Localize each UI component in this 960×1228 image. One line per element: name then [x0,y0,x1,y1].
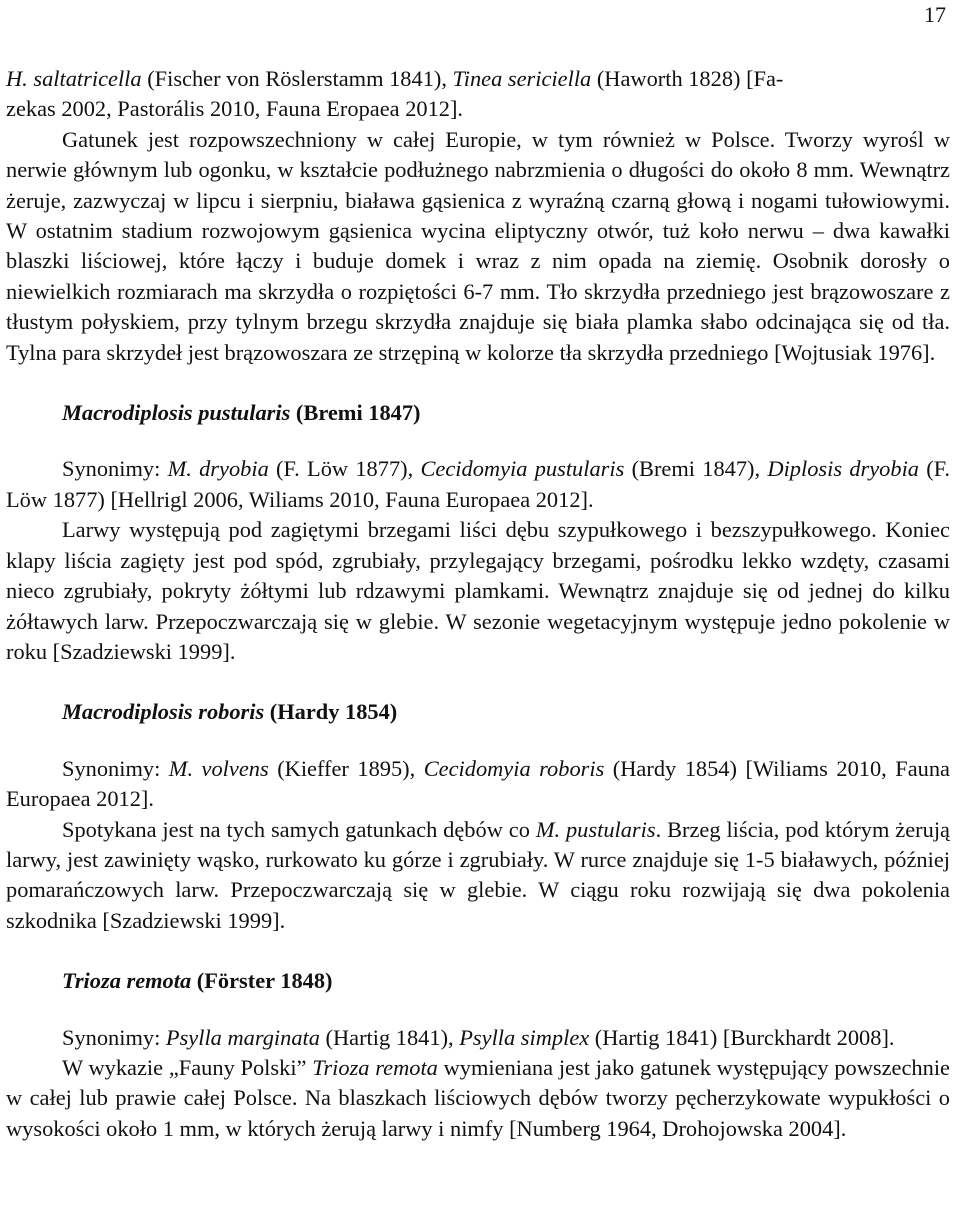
synonyms-paragraph: Synonimy: M. volvens (Kieffer 1895), Cecidomyia roboris (Hardy 1854) [Wiliams 2010, Fauna Europaea 2012]. [6,755,950,812]
continued-synonyms: H. saltatricella (Fischer von Röslerstamm 1841), Tinea sericiella (Haworth 1828) [Fa- zekas 2002, Pastorális 2010, Fauna Eropaea 2012]. [6,66,784,122]
taxon-name: M. pustularis [535,816,656,842]
species-name: Macrodiplosis pustularis [62,400,291,426]
taxon-name: M. dryobia [167,456,269,482]
species-heading: Macrodiplosis pustularis (Bremi 1847) [62,400,421,426]
species-heading: Trioza remota (Förster 1848) [62,968,333,994]
species-name: Macrodiplosis roboris [62,699,265,725]
paragraph: Larwy występują pod zagiętymi brzegami liści dębu szypułkowego i bezszypułkowego. Koniec klapy liścia zagięty jest pod spód, zgrubiały, przylegający brzegami, pośrodku lekko wzdęty, czasami nieco zgrubiały, pokryty żółtymi lub rdzawymi plamkami. Wewnątrz znajduje się od jednej do kilku żółtawych larw. Przepoczwarczają się w glebie. W sezonie wegetacyjnym występuje jedno pokolenie w roku [Szadziewski 1999]. [6,517,950,664]
synonyms-paragraph: Synonimy: M. dryobia (F. Löw 1877), Cecidomyia pustularis (Bremi 1847), Diplosis dryobia (F. Löw 1877) [Hellrigl 2006, Wiliams 2010, Fauna Europaea 2012]. [6,456,950,512]
page-number: 17 [924,2,946,27]
taxon-name: Cecidomyia pustularis [420,456,625,482]
taxon-name: Psylla marginata [165,1024,320,1050]
paragraph: Spotykana jest na tych samych gatunkach dębów co M. pustularis. Brzeg liścia, pod którym żerują larwy, jest zawinięty wąsko, rurkowato ku górze i zgrubiały. W rurce znajduje się 1-5 białawych, później pomarańczowych larw. Przepoczwarczają się w glebie. W ciągu roku rozwijają się dwa pokolenia szkodnika [Szadziewski 1999]. [6,816,950,933]
taxon-name: Psylla simplex [459,1024,590,1050]
taxon-name: M. volvens [168,755,269,781]
synonyms-paragraph: Synonimy: Psylla marginata (Hartig 1841), Psylla simplex (Hartig 1841) [Burckhardt 2008]. [62,1024,895,1050]
taxon-name: Tinea sericiella [452,66,592,91]
page-content [6,64,950,1144]
taxon-name: H. saltatricella [6,66,142,91]
taxon-name: Diplosis dryobia [767,456,919,482]
paragraph: W wykazie „Fauny Polski” Trioza remota wymieniana jest jako gatunek występujący powszechnie w całej lub prawie całej Polsce. Na blaszkach liściowych dębów tworzy pęcherzykowate wypukłości o wysokości około 1 mm, w których żerują larwy i nimfy [Numberg 1964, Drohojowska 2004]. [6,1054,950,1141]
species-heading: Macrodiplosis roboris (Hardy 1854) [62,699,398,725]
species-name: Trioza remota [62,968,192,994]
taxon-name: Cecidomyia roboris [423,755,605,781]
paragraph: Gatunek jest rozpowszechniony w całej Europie, w tym również w Polsce. Tworzy wyrośl w nerwie głównym lub ogonku, w kształcie podłużnego nabrzmienia o długości do około 8 mm. Wewnątrz żeruje, zazwyczaj w lipcu i sierpniu, biaława gąsienica z wyraźną czarną głową i nogami tułowiowymi. W ostatnim stadium rozwojowym gąsienica wycina eliptyczny otwór, tuż koło nerwu – dwa kawałki blaszki liściowej, które łączy i buduje domek i wraz z nim opada na ziemię. Osobnik dorosły o niewielkich rozmiarach ma skrzydła o rozpiętości 6-7 mm. Tło skrzydła przedniego jest brązowoszare z tłustym połyskiem, przy tylnym brzegu skrzydła znajduje się biała plamka słabo odcinająca się od tła. Tylna para skrzydeł jest brązowoszara ze strzępiną w kolorze tła skrzydła przedniego [Wojtusiak 1976]. [6,126,950,365]
taxon-name: Trioza remota [312,1054,438,1080]
